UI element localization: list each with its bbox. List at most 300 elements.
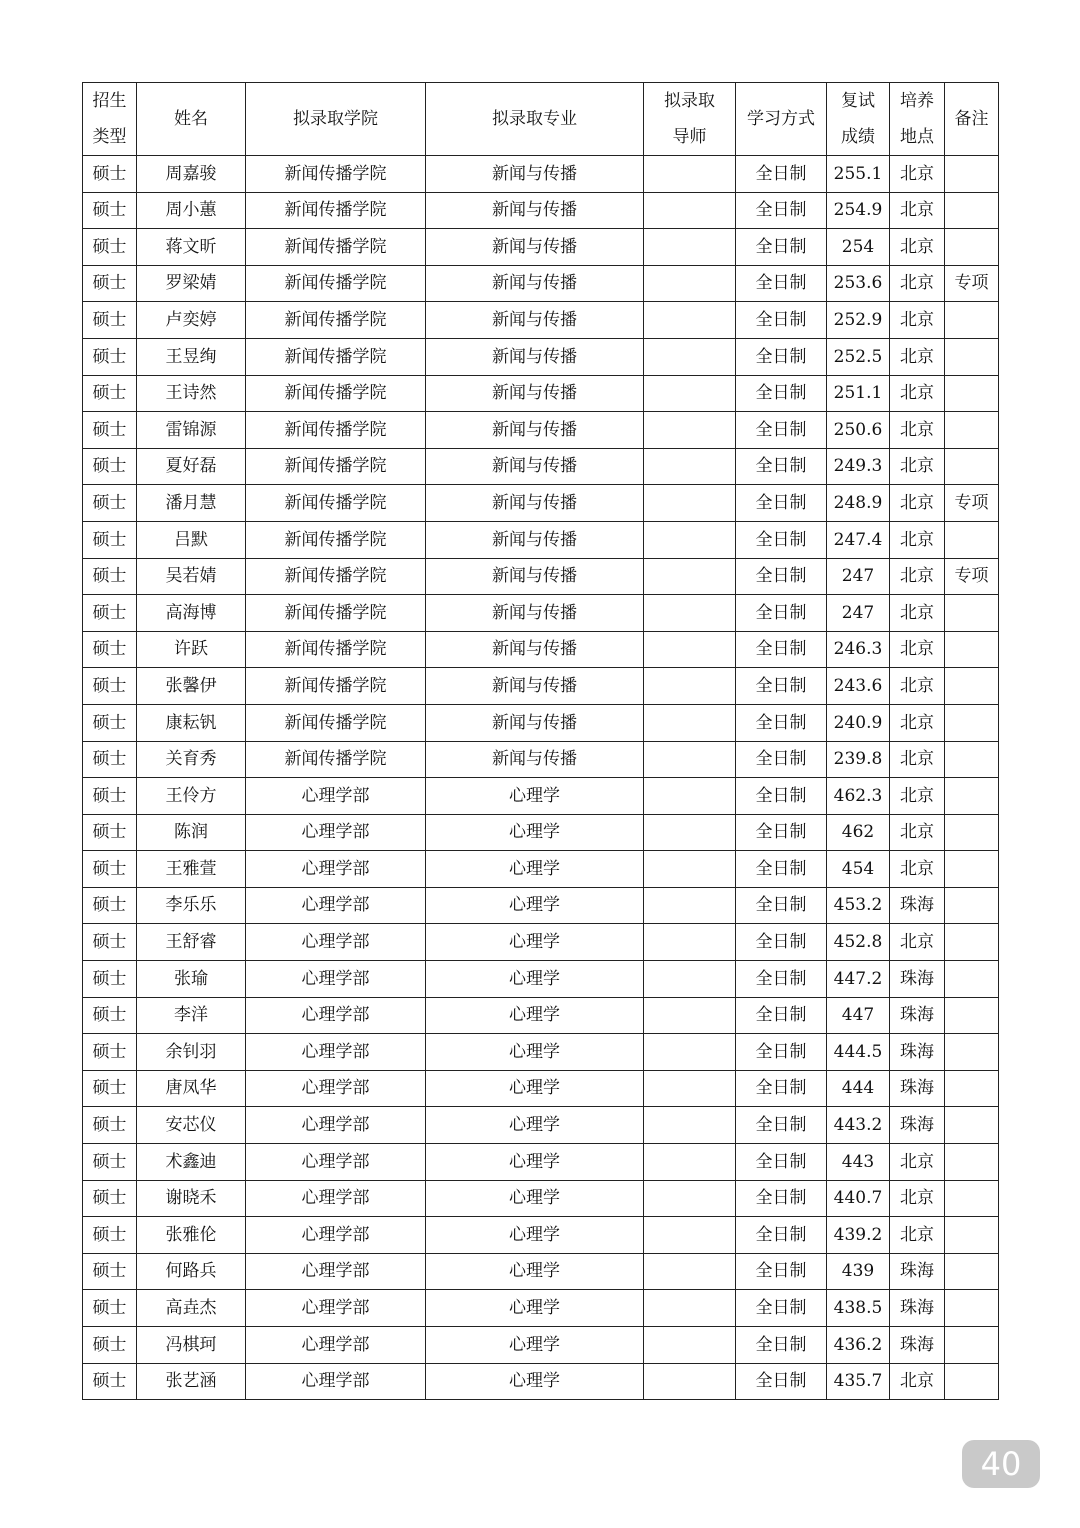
cell-location: 北京 (890, 1363, 945, 1400)
cell-mode: 全日制 (736, 1180, 827, 1217)
header-type-line1: 招生 (92, 91, 127, 111)
table-row (83, 156, 999, 193)
cell-name: 康耘钒 (137, 704, 246, 741)
cell-note (945, 1363, 999, 1400)
cell-name: 王诗然 (137, 375, 246, 412)
cell-advisor (644, 558, 736, 595)
cell-location: 北京 (890, 192, 945, 229)
cell-location: 北京 (890, 338, 945, 375)
cell-type: 硕士 (83, 814, 137, 851)
cell-score: 252.9 (827, 302, 890, 339)
cell-college: 新闻传播学院 (246, 448, 426, 485)
table-row (83, 631, 999, 668)
cell-name: 张馨伊 (137, 668, 246, 705)
cell-name: 卢奕婷 (137, 302, 246, 339)
cell-major: 新闻与传播 (426, 704, 644, 741)
cell-location: 珠海 (890, 1107, 945, 1144)
cell-advisor (644, 448, 736, 485)
cell-college: 新闻传播学院 (246, 375, 426, 412)
cell-college: 新闻传播学院 (246, 521, 426, 558)
table-row (83, 1107, 999, 1144)
cell-college: 新闻传播学院 (246, 631, 426, 668)
table-row (83, 412, 999, 449)
cell-location: 北京 (890, 265, 945, 302)
cell-type: 硕士 (83, 156, 137, 193)
cell-mode: 全日制 (736, 1034, 827, 1071)
cell-major: 心理学 (426, 1217, 644, 1254)
cell-note (945, 851, 999, 888)
table-row (83, 1034, 999, 1071)
cell-advisor (644, 338, 736, 375)
cell-advisor (644, 375, 736, 412)
cell-name: 潘月慧 (137, 485, 246, 522)
cell-mode: 全日制 (736, 1253, 827, 1290)
cell-type: 硕士 (83, 448, 137, 485)
cell-college: 新闻传播学院 (246, 485, 426, 522)
cell-college: 新闻传播学院 (246, 229, 426, 266)
cell-type: 硕士 (83, 595, 137, 632)
cell-note (945, 631, 999, 668)
cell-advisor (644, 156, 736, 193)
cell-name: 吕默 (137, 521, 246, 558)
cell-major: 新闻与传播 (426, 412, 644, 449)
header-advisor-line1: 拟录取 (664, 91, 715, 111)
table-row (83, 1070, 999, 1107)
cell-name: 周小蕙 (137, 192, 246, 229)
cell-name: 王伶方 (137, 778, 246, 815)
table-row (83, 1217, 999, 1254)
table-row (83, 814, 999, 851)
cell-advisor (644, 778, 736, 815)
cell-score: 247 (827, 595, 890, 632)
table-row (83, 338, 999, 375)
cell-name: 王雅萱 (137, 851, 246, 888)
cell-type: 硕士 (83, 1290, 137, 1327)
cell-major: 新闻与传播 (426, 558, 644, 595)
cell-advisor (644, 997, 736, 1034)
cell-location: 北京 (890, 485, 945, 522)
cell-mode: 全日制 (736, 961, 827, 998)
cell-location: 珠海 (890, 997, 945, 1034)
cell-score: 443.2 (827, 1107, 890, 1144)
cell-location: 珠海 (890, 1253, 945, 1290)
cell-advisor (644, 229, 736, 266)
table-row (83, 704, 999, 741)
cell-advisor (644, 1180, 736, 1217)
table-row (83, 558, 999, 595)
header-row (83, 83, 999, 156)
cell-name: 谢晓禾 (137, 1180, 246, 1217)
cell-location: 北京 (890, 302, 945, 339)
cell-advisor (644, 924, 736, 961)
cell-mode: 全日制 (736, 814, 827, 851)
cell-college: 新闻传播学院 (246, 741, 426, 778)
cell-note (945, 448, 999, 485)
table-body (83, 156, 999, 1400)
cell-type: 硕士 (83, 192, 137, 229)
header-advisor (644, 83, 736, 156)
cell-advisor (644, 1034, 736, 1071)
cell-mode: 全日制 (736, 1363, 827, 1400)
cell-score: 440.7 (827, 1180, 890, 1217)
cell-mode: 全日制 (736, 229, 827, 266)
cell-advisor (644, 1290, 736, 1327)
cell-major: 心理学 (426, 1290, 644, 1327)
cell-advisor (644, 192, 736, 229)
cell-name: 周嘉骏 (137, 156, 246, 193)
table-row (83, 1144, 999, 1181)
cell-mode: 全日制 (736, 1107, 827, 1144)
cell-note (945, 156, 999, 193)
header-advisor-line2: 导师 (672, 127, 707, 147)
cell-location: 北京 (890, 229, 945, 266)
cell-location: 珠海 (890, 1070, 945, 1107)
cell-note (945, 338, 999, 375)
cell-mode: 全日制 (736, 192, 827, 229)
cell-location: 珠海 (890, 1034, 945, 1071)
cell-advisor (644, 1070, 736, 1107)
cell-location: 北京 (890, 448, 945, 485)
cell-score: 249.3 (827, 448, 890, 485)
cell-advisor (644, 668, 736, 705)
cell-major: 新闻与传播 (426, 631, 644, 668)
cell-type: 硕士 (83, 704, 137, 741)
cell-score: 436.2 (827, 1327, 890, 1364)
cell-note: 专项 (945, 558, 999, 595)
cell-major: 心理学 (426, 1144, 644, 1181)
cell-major: 心理学 (426, 778, 644, 815)
cell-name: 张瑜 (137, 961, 246, 998)
cell-name: 许跃 (137, 631, 246, 668)
cell-score: 247.4 (827, 521, 890, 558)
table-row (83, 1180, 999, 1217)
header-score-line2: 成绩 (841, 127, 875, 147)
cell-type: 硕士 (83, 1034, 137, 1071)
cell-mode: 全日制 (736, 302, 827, 339)
cell-location: 珠海 (890, 1290, 945, 1327)
cell-college: 心理学部 (246, 1070, 426, 1107)
cell-major: 心理学 (426, 1180, 644, 1217)
table-row (83, 1327, 999, 1364)
cell-major: 新闻与传播 (426, 302, 644, 339)
cell-note (945, 521, 999, 558)
cell-note (945, 1290, 999, 1327)
cell-college: 心理学部 (246, 1107, 426, 1144)
cell-note (945, 961, 999, 998)
cell-score: 435.7 (827, 1363, 890, 1400)
cell-advisor (644, 631, 736, 668)
cell-type: 硕士 (83, 997, 137, 1034)
cell-mode: 全日制 (736, 631, 827, 668)
cell-advisor (644, 1253, 736, 1290)
cell-name: 夏好磊 (137, 448, 246, 485)
cell-note: 专项 (945, 485, 999, 522)
cell-name: 术鑫迪 (137, 1144, 246, 1181)
cell-mode: 全日制 (736, 1327, 827, 1364)
cell-location: 北京 (890, 668, 945, 705)
cell-name: 李洋 (137, 997, 246, 1034)
cell-college: 心理学部 (246, 1327, 426, 1364)
cell-location: 北京 (890, 704, 945, 741)
table-row (83, 961, 999, 998)
cell-mode: 全日制 (736, 485, 827, 522)
cell-mode: 全日制 (736, 778, 827, 815)
cell-mode: 全日制 (736, 997, 827, 1034)
cell-advisor (644, 485, 736, 522)
cell-advisor (644, 412, 736, 449)
cell-note (945, 778, 999, 815)
cell-mode: 全日制 (736, 887, 827, 924)
cell-college: 心理学部 (246, 778, 426, 815)
cell-score: 447.2 (827, 961, 890, 998)
cell-score: 462.3 (827, 778, 890, 815)
cell-mode: 全日制 (736, 265, 827, 302)
cell-note (945, 595, 999, 632)
cell-major: 心理学 (426, 1070, 644, 1107)
cell-advisor (644, 741, 736, 778)
cell-type: 硕士 (83, 1217, 137, 1254)
cell-type: 硕士 (83, 558, 137, 595)
cell-advisor (644, 595, 736, 632)
table-row (83, 375, 999, 412)
header-mode: 学习方式 (736, 83, 827, 156)
cell-location: 珠海 (890, 1327, 945, 1364)
cell-score: 462 (827, 814, 890, 851)
cell-mode: 全日制 (736, 924, 827, 961)
cell-college: 新闻传播学院 (246, 668, 426, 705)
cell-note (945, 997, 999, 1034)
cell-mode: 全日制 (736, 741, 827, 778)
table-row (83, 1363, 999, 1400)
cell-type: 硕士 (83, 778, 137, 815)
header-type-line2: 类型 (92, 127, 127, 147)
cell-college: 心理学部 (246, 814, 426, 851)
cell-mode: 全日制 (736, 375, 827, 412)
cell-score: 246.3 (827, 631, 890, 668)
cell-type: 硕士 (83, 961, 137, 998)
cell-score: 252.5 (827, 338, 890, 375)
table-row (83, 1290, 999, 1327)
cell-mode: 全日制 (736, 412, 827, 449)
cell-note (945, 192, 999, 229)
cell-location: 北京 (890, 631, 945, 668)
table-row (83, 595, 999, 632)
cell-name: 张雅伦 (137, 1217, 246, 1254)
cell-advisor (644, 1144, 736, 1181)
header-location-line1: 培养 (900, 91, 934, 111)
cell-name: 王舒睿 (137, 924, 246, 961)
cell-mode: 全日制 (736, 595, 827, 632)
cell-advisor (644, 704, 736, 741)
cell-college: 心理学部 (246, 851, 426, 888)
cell-location: 北京 (890, 1180, 945, 1217)
cell-note (945, 1180, 999, 1217)
cell-mode: 全日制 (736, 851, 827, 888)
cell-note (945, 814, 999, 851)
cell-name: 高垚杰 (137, 1290, 246, 1327)
cell-score: 453.2 (827, 887, 890, 924)
cell-score: 438.5 (827, 1290, 890, 1327)
header-location-line2: 地点 (900, 127, 934, 147)
cell-score: 247 (827, 558, 890, 595)
cell-college: 心理学部 (246, 1253, 426, 1290)
cell-location: 北京 (890, 521, 945, 558)
cell-note (945, 668, 999, 705)
cell-college: 新闻传播学院 (246, 704, 426, 741)
cell-college: 心理学部 (246, 1290, 426, 1327)
cell-score: 254 (827, 229, 890, 266)
table-header (83, 83, 999, 156)
cell-major: 心理学 (426, 1327, 644, 1364)
cell-note: 专项 (945, 265, 999, 302)
cell-advisor (644, 814, 736, 851)
table-row (83, 887, 999, 924)
cell-college: 新闻传播学院 (246, 595, 426, 632)
cell-college: 新闻传播学院 (246, 265, 426, 302)
cell-mode: 全日制 (736, 704, 827, 741)
cell-college: 心理学部 (246, 1180, 426, 1217)
cell-name: 陈润 (137, 814, 246, 851)
cell-major: 心理学 (426, 1363, 644, 1400)
cell-location: 北京 (890, 156, 945, 193)
cell-mode: 全日制 (736, 521, 827, 558)
cell-college: 心理学部 (246, 1034, 426, 1071)
cell-type: 硕士 (83, 1070, 137, 1107)
cell-advisor (644, 521, 736, 558)
cell-college: 心理学部 (246, 1217, 426, 1254)
cell-type: 硕士 (83, 741, 137, 778)
cell-major: 心理学 (426, 851, 644, 888)
cell-college: 新闻传播学院 (246, 412, 426, 449)
cell-name: 王昱绚 (137, 338, 246, 375)
table-row (83, 265, 999, 302)
cell-advisor (644, 265, 736, 302)
cell-type: 硕士 (83, 851, 137, 888)
cell-location: 珠海 (890, 887, 945, 924)
cell-type: 硕士 (83, 229, 137, 266)
cell-major: 新闻与传播 (426, 156, 644, 193)
table-row (83, 924, 999, 961)
header-name: 姓名 (137, 83, 246, 156)
cell-note (945, 1253, 999, 1290)
cell-score: 439.2 (827, 1217, 890, 1254)
table-row (83, 229, 999, 266)
cell-major: 新闻与传播 (426, 338, 644, 375)
cell-score: 452.8 (827, 924, 890, 961)
cell-major: 新闻与传播 (426, 229, 644, 266)
cell-mode: 全日制 (736, 1070, 827, 1107)
cell-note (945, 412, 999, 449)
cell-college: 心理学部 (246, 1144, 426, 1181)
header-score-line1: 复试 (841, 91, 875, 111)
cell-college: 心理学部 (246, 924, 426, 961)
cell-score: 443 (827, 1144, 890, 1181)
cell-college: 心理学部 (246, 997, 426, 1034)
cell-college: 新闻传播学院 (246, 192, 426, 229)
cell-note (945, 1144, 999, 1181)
table-row (83, 521, 999, 558)
cell-location: 北京 (890, 741, 945, 778)
cell-advisor (644, 961, 736, 998)
cell-major: 心理学 (426, 887, 644, 924)
cell-college: 新闻传播学院 (246, 338, 426, 375)
cell-type: 硕士 (83, 1363, 137, 1400)
cell-location: 北京 (890, 814, 945, 851)
cell-type: 硕士 (83, 265, 137, 302)
cell-major: 心理学 (426, 1253, 644, 1290)
cell-name: 唐凤华 (137, 1070, 246, 1107)
header-location (890, 83, 945, 156)
cell-major: 新闻与传播 (426, 668, 644, 705)
header-major: 拟录取专业 (426, 83, 644, 156)
table-row (83, 1253, 999, 1290)
cell-major: 心理学 (426, 1107, 644, 1144)
table-row (83, 741, 999, 778)
cell-major: 新闻与传播 (426, 375, 644, 412)
cell-major: 心理学 (426, 997, 644, 1034)
cell-note (945, 704, 999, 741)
cell-major: 新闻与传播 (426, 595, 644, 632)
cell-type: 硕士 (83, 485, 137, 522)
cell-location: 北京 (890, 851, 945, 888)
cell-note (945, 741, 999, 778)
cell-location: 北京 (890, 1144, 945, 1181)
table-row (83, 851, 999, 888)
cell-location: 北京 (890, 375, 945, 412)
cell-name: 吴若婧 (137, 558, 246, 595)
cell-note (945, 887, 999, 924)
table-row (83, 302, 999, 339)
header-note: 备注 (945, 83, 999, 156)
cell-mode: 全日制 (736, 338, 827, 375)
cell-note (945, 1070, 999, 1107)
cell-mode: 全日制 (736, 668, 827, 705)
cell-type: 硕士 (83, 412, 137, 449)
cell-college: 心理学部 (246, 961, 426, 998)
cell-name: 罗梁婧 (137, 265, 246, 302)
cell-mode: 全日制 (736, 1290, 827, 1327)
cell-type: 硕士 (83, 1253, 137, 1290)
cell-name: 何路兵 (137, 1253, 246, 1290)
cell-score: 255.1 (827, 156, 890, 193)
cell-mode: 全日制 (736, 558, 827, 595)
cell-advisor (644, 1363, 736, 1400)
cell-location: 北京 (890, 412, 945, 449)
table-row (83, 778, 999, 815)
cell-score: 254.9 (827, 192, 890, 229)
table-row (83, 668, 999, 705)
cell-note (945, 924, 999, 961)
cell-score: 251.1 (827, 375, 890, 412)
cell-type: 硕士 (83, 1180, 137, 1217)
cell-score: 253.6 (827, 265, 890, 302)
cell-advisor (644, 851, 736, 888)
cell-note (945, 1217, 999, 1254)
cell-type: 硕士 (83, 631, 137, 668)
cell-college: 心理学部 (246, 1363, 426, 1400)
cell-type: 硕士 (83, 924, 137, 961)
cell-location: 北京 (890, 924, 945, 961)
cell-score: 444.5 (827, 1034, 890, 1071)
cell-type: 硕士 (83, 887, 137, 924)
cell-college: 新闻传播学院 (246, 156, 426, 193)
cell-major: 新闻与传播 (426, 521, 644, 558)
cell-advisor (644, 1327, 736, 1364)
cell-type: 硕士 (83, 521, 137, 558)
table-row (83, 448, 999, 485)
cell-name: 李乐乐 (137, 887, 246, 924)
cell-name: 蒋文昕 (137, 229, 246, 266)
